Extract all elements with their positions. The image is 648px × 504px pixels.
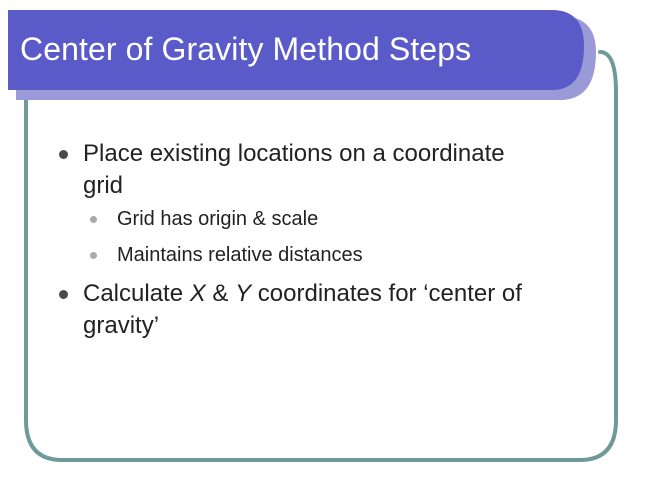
bullet-dot <box>59 150 68 159</box>
sub-bullet-1: Grid has origin & scale <box>117 208 319 230</box>
bullet-2-x: X <box>189 280 206 307</box>
bullet-1-line-1: Place existing locations on a coordinate <box>83 140 505 167</box>
bullet-2-line-2: gravity’ <box>83 312 160 339</box>
bullet-2-line-1 <box>83 278 522 310</box>
bullet-dot <box>59 290 68 299</box>
bullet-2-suffix: coordinates for ‘center of <box>251 280 522 307</box>
sub-bullet-dot <box>90 216 97 223</box>
bullet-2-amp: & <box>205 280 236 307</box>
slide-title: Center of Gravity Method Steps <box>20 31 472 67</box>
bullet-2-y: Y <box>235 280 252 307</box>
sub-bullet-2: Maintains relative distances <box>117 244 363 266</box>
sub-bullet-dot <box>90 252 97 259</box>
bullet-2-prefix: Calculate <box>83 280 190 307</box>
bullet-1-line-2: grid <box>83 172 124 199</box>
